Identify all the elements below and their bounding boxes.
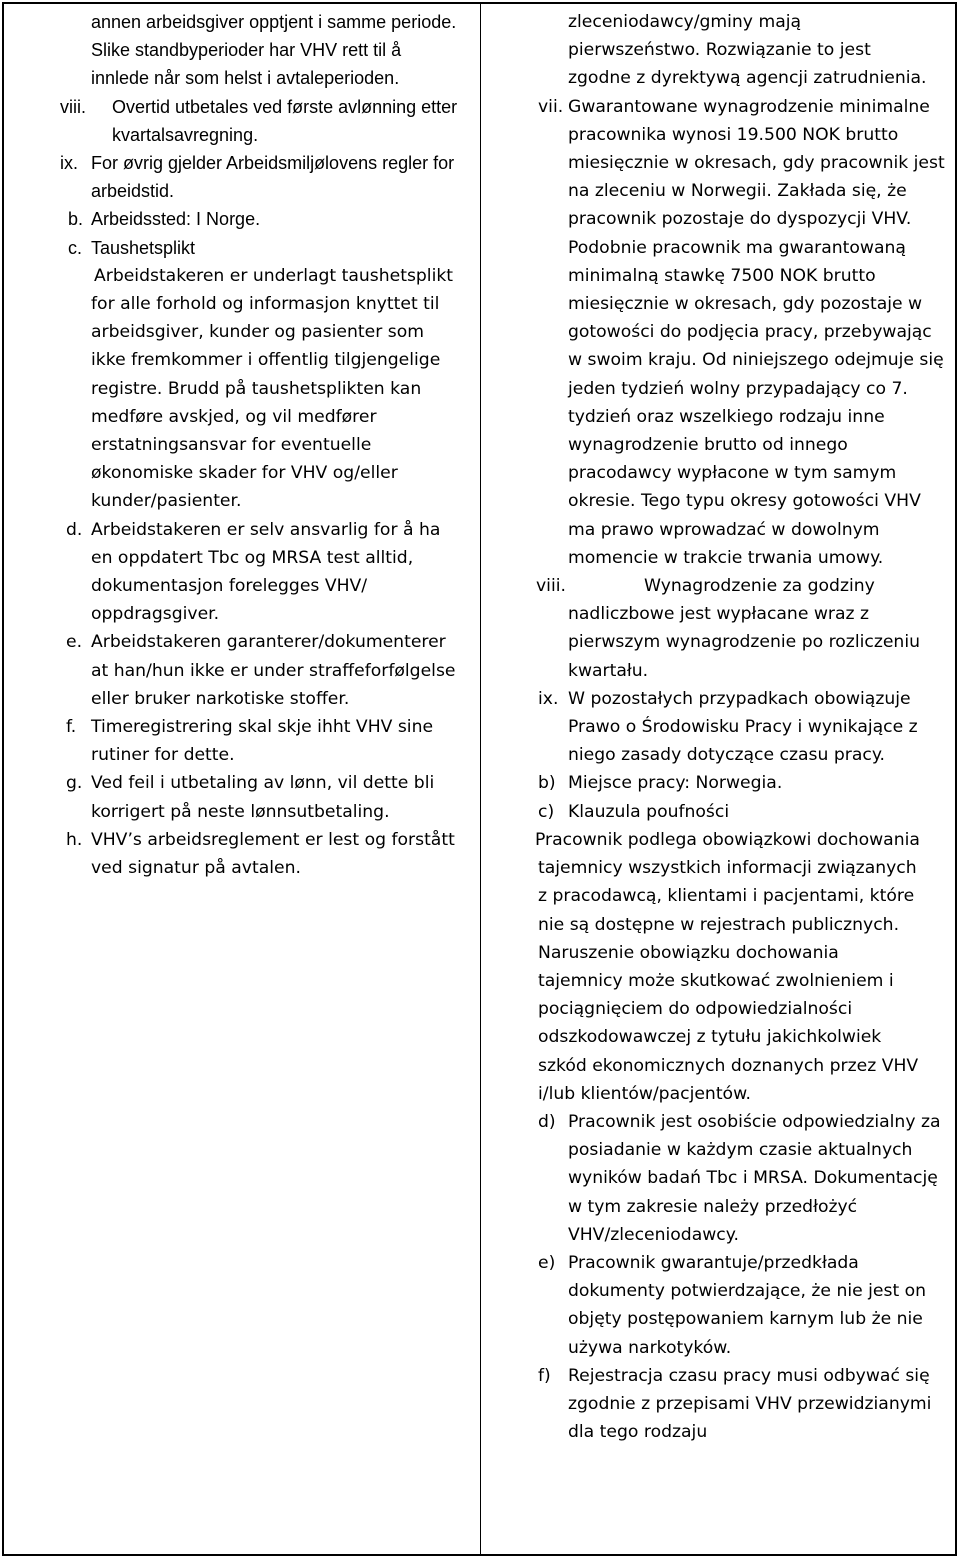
list-text: Arbeidstakeren er selv ansvarlig for å ha en oppdatert Tbc og MRSA test alltid, dokumentasjon forelegges VHV/ oppdragsgiver.	[91, 519, 441, 625]
list-item	[482, 1108, 956, 1249]
confidentiality-paragraph: Arbeidstakeren er underlagt taushetsplikt for alle forhold og informasjon knyttet til arbeidsgiver, kunder og pasienter som ikke fremkommer i offentlig tilgjengelige registre. Brudd på taushetsplikten kan medføre avskjed, og vil medfører erstatningsansvar for eventuelle økonomiske skader for VHV og/eller kunder/pasienter.	[91, 265, 454, 512]
list-marker: vii.	[538, 96, 564, 117]
list-item	[482, 798, 956, 826]
intro-continuation: annen arbeidsgiver opptjent i samme periode. Slike standbyperioder har VHV rett til å innlede når som helst i avtaleperioden.	[91, 12, 457, 89]
list-text: Arbeidssted: I Norge.	[91, 209, 261, 230]
column-divider	[480, 4, 481, 1554]
list-text: Miejsce pracy: Norwegia.	[568, 773, 783, 794]
list-marker: d)	[538, 1111, 556, 1132]
list-item	[4, 826, 478, 882]
list-marker: f.	[66, 717, 77, 738]
list-text: W pozostałych przypadkach obowiązuje Prawo o Środowisku Pracy i wynikające z niego zasady dotyczące czasu pracy.	[568, 688, 918, 766]
list-item	[4, 205, 478, 233]
list-item	[482, 685, 956, 770]
list-marker: b)	[538, 773, 556, 794]
list-text: Arbeidstakeren garanterer/dokumenterer at han/hun ikke er under straffeforfølgelse eller bruker narkotiske stoffer.	[91, 632, 456, 709]
list-text: Wynagrodzenie za godziny nadliczbowe jest wypłacane wraz z pierwszym wynagrodzenie po rozliczeniu kwartału.	[568, 576, 920, 681]
list-marker: viii.	[536, 576, 566, 597]
list-item	[4, 149, 478, 205]
list-marker: c)	[538, 801, 555, 822]
list-marker: d.	[66, 519, 83, 540]
list-text: Ved feil i utbetaling av lønn, vil dette bli korrigert på neste lønnsutbetaling.	[91, 773, 435, 822]
list-marker: e)	[538, 1252, 556, 1273]
list-item	[4, 93, 478, 149]
list-item	[482, 93, 956, 572]
list-item	[482, 769, 956, 797]
list-item	[4, 628, 478, 713]
list-text: Taushetsplikt	[91, 237, 196, 258]
list-item	[482, 572, 956, 685]
list-text: For øvrig gjelder Arbeidsmiljølovens regler for arbeidstid.	[91, 153, 455, 202]
confidentiality-paragraph: Pracownik podlega obowiązkowi dochowania tajemnicy wszystkich informacji związanych z pracodawcą, klientami i pacjentami, które nie są dostępne w rejestrach publicznych. Naruszenie obowiązku dochowania tajemnicy może skutkować zwolnieniem i pociągnięciem do odpowiedzialności odszkodowawczej z tytułu jakichkolwiek szkód ekonomicznych doznanych przez VHV i/lub klientów/pacjentów.	[535, 829, 920, 1104]
list-marker: ix.	[538, 688, 559, 709]
list-marker: f)	[538, 1365, 551, 1386]
list-marker: c.	[68, 237, 83, 258]
list-text: Timeregistrering skal skje ihht VHV sine rutiner for dette.	[91, 717, 434, 766]
list-text: Overtid utbetales ved første avlønning etter kvartalsavregning.	[112, 96, 458, 145]
list-marker: ix.	[60, 153, 78, 174]
list-text: VHV’s arbeidsreglement er lest og forstått ved signatur på avtalen.	[91, 829, 455, 879]
list-item	[482, 1249, 956, 1362]
list-marker: b.	[68, 209, 84, 230]
list-text: Gwarantowane wynagrodzenie minimalne pracownika wynosi 19.500 NOK brutto miesięcznie w okresach, gdy pracownik jest na zleceniu w Norwegii. Zakłada się, że pracownik pozostaje do dyspozycji VHV. Podobnie pracownik ma gwarantowaną minimalną stawkę 7500 NOK brutto miesięcznie w okresach, gdy pozostaje w gotowości do podjęcia pracy, przebywając w swoim kraju. Od niniejszego odejmuje się jeden tydzień wolny przypadający co 7. tydzień oraz wszelkiego rodzaju inne wynagrodzenie brutto od innego pracodawcy wypłacone w tym samym okresie. Tego typu okresy gotowości VHV ma prawo wprowadzać w dowolnym momencie w trakcie trwania umowy.	[568, 96, 945, 568]
intro-continuation: zleceniodawcy/gminy mają pierwszeństwo. Rozwiązanie to jest zgodne z dyrektywą agencji zatrudnienia.	[568, 12, 927, 89]
list-item	[482, 1362, 956, 1447]
list-text: Klauzula poufności	[568, 801, 730, 822]
list-item	[4, 234, 478, 262]
norwegian-column	[4, 8, 478, 882]
polish-column	[482, 8, 956, 1446]
list-marker: g.	[66, 773, 83, 794]
list-text: Rejestracja czasu pracy musi odbywać się zgodnie z przepisami VHV przewidzianymi dla tego rodzaju	[568, 1365, 932, 1443]
list-item	[4, 516, 478, 629]
list-item	[4, 713, 478, 769]
list-text: Pracownik gwarantuje/przedkłada dokumenty potwierdzające, że nie jest on objęty postępowaniem karnym lub że nie używa narkotyków.	[568, 1252, 927, 1358]
list-marker: viii.	[60, 96, 86, 117]
list-marker: e.	[66, 632, 83, 653]
list-item	[4, 769, 478, 825]
list-marker: h.	[66, 829, 83, 850]
document-page	[2, 2, 957, 1556]
list-text: Pracownik jest osobiście odpowiedzialny za posiadanie w każdym czasie aktualnych wyników badań Tbc i MRSA. Dokumentację w tym zakresie należy przedłożyć VHV/zleceniodawcy.	[568, 1111, 941, 1245]
